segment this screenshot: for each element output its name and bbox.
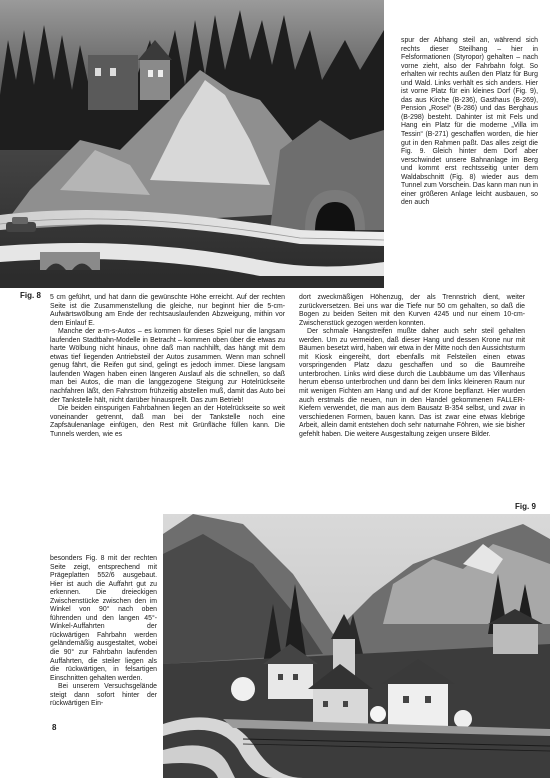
paragraph: Die beiden einspurigen Fahrbahnen liegen an der Hotelrückseite so weit voneinander getrennt, daß man bei der Tankstelle noch eine Zapfsäulenanlage einfügen, den Rest mit Grünfläche füllen kann. Die Tunnels werden, wie es <box>50 405 285 438</box>
fig9-photo <box>163 514 550 778</box>
paragraph: Der schmale Hangstreifen mußte daher auch sehr steil gehalten werden. Um zu vermeiden, daß dieser Hang und dessen Krone nur mit Bäumen besetzt wird, haben wir etwa in der Mitte noch den Aussichtsturm mit Kiosk eingereiht, dort ebenfalls mit Felsteilen einen etwas vorspringenden Platz dazu geschaffen und so die Baumreihe unterbrochen. Links wird diese durch die Laubbäume um das Villenhaus herum ebenso unterbrochen und dann bei dem links kleineren Raum nur mit wenigen Fichten am Hang und auf der Krone bepflanzt. Hier wurden auch erstmals die neuen, nun in den Handel gekommenen FALLER-Kiefern verwendet, die man aus dem Bausatz B-354 selbst, und zwar in verschiedenen Formen, bauen kann. Das ist zwar eine etwas klebrige Arbeit, allein damit entstehen doch sehr naturnahe Föhren, wie sie bisher gefehlt haben. Die weitere Ausgestaltung zeigen unsere Bilder. <box>299 328 525 438</box>
page-number: 8 <box>52 723 57 732</box>
text-column-narrow <box>50 555 157 709</box>
text-column-right <box>299 294 525 439</box>
paragraph: besonders Fig. 8 mit der rechten Seite zeigt, entsprechend mit Prägeplatten 552/6 ausgebaut. Hier ist auch die Auffahrt gut zu erkennen. Die dreieckigen Zwischenstücke zwischen den im Winkel von 90° nach oben führenden und den langen 45°-Winkel-Auffahrten der rückwärtigen Fahrbahn werden geländemäßig ausgestaltet, wobei die 90° zur Fahrbahn laufenden Auffahrten, die steiler liegen als die rückwärtigen, in felsartigen Einschnitten gehalten werden. <box>50 555 157 682</box>
fig8-photo-drawing <box>0 0 384 288</box>
fig9-photo-drawing <box>163 514 550 778</box>
paragraph: Manche der a-m-s-Autos – es kommen für dieses Spiel nur die langsam laufenden Stadtbahn-Modelle in Betracht – kommen oben über die etwas zu harte Wölbung nicht hinaus, ohne daß man nachhilft, das hängt mit dem etwas tief liegenden Antriebsteil der Autos zusammen. Wenn man schnell genug fährt, die Reifen gut sind, gelingt es jedoch immer. Diese langsam laufenden Wagen haben einen längeren Auslauf als die schnellen, so daß man bei Autos, die man die langgezogene Steigung zur Hotelrückseite nachfahren läßt, den Fahrstrom frühzeitig abstellen muß, damit das Auto bei der Tankstelle hält, nicht darüber hinausprellt. Das zum Betrieb! <box>50 328 285 404</box>
fig8-photo <box>0 0 384 288</box>
text-column-right-top <box>401 37 538 208</box>
fig9-label: Fig. 9 <box>515 502 536 511</box>
paragraph: Bei unserem Versuchsgelände steigt dann sofort hinter der rückwärtigen Ein- <box>50 683 157 708</box>
text-column-left <box>50 294 285 439</box>
fig8-label: Fig. 8 <box>20 291 41 300</box>
paragraph: spur der Abhang steil an, während sich rechts dieser Steilhang – hier in Felsformationen (Styropor) gehalten – nach vorne zieht, also der Fahrbahn folgt. So erhalten wir rechts außen den Platz für Burg und Wald. Links verhält es sich anders. Hier ist vorne Platz für ein kleines Dorf (Fig. 9), das aus Kirche (B-236), Gasthaus (B-269), Pension „Rosel“ (B-286) und das Berghaus (B-298) besteht. Dahinter ist mit Fels und Hang ein Platz für die moderne „Villa im Tessin“ (B-271) geschaffen worden, die hier gut in den Rahmen paßt. Das alles zeigt die Fig. 9. Gleich hinter dem Dorf aber verschwindet unsere Bahnanlage im Berg und kommt erst rechtsseitig unter dem Waldabschnitt (Fig. 8) wieder aus dem Tunnel zum Vorschein. Das kann man nun in einer größeren Anlage leicht ausbauen, so den auch <box>401 37 538 207</box>
paragraph: 5 cm geführt, und hat dann die gewünschte Höhe erreicht. Auf der rechten Seite ist die Zusammenstellung die gleiche, nur beginnt hier die 5-cm-Aufwärtswölbung am Ende der rechtsauslaufenden Abzweigung, mithin vor dem Einlauf E. <box>50 294 285 327</box>
paragraph: dort zweckmäßigen Höhenzug, der als Trennstrich dient, weiter zurückversetzen. Bei uns war die Tiefe nur 50 cm gehalten, so daß die Bogen zu beiden Seiten mit den Kurven 4245 und nur einem 10-cm-Zwischenstück gezogen werden konnten. <box>299 294 525 327</box>
